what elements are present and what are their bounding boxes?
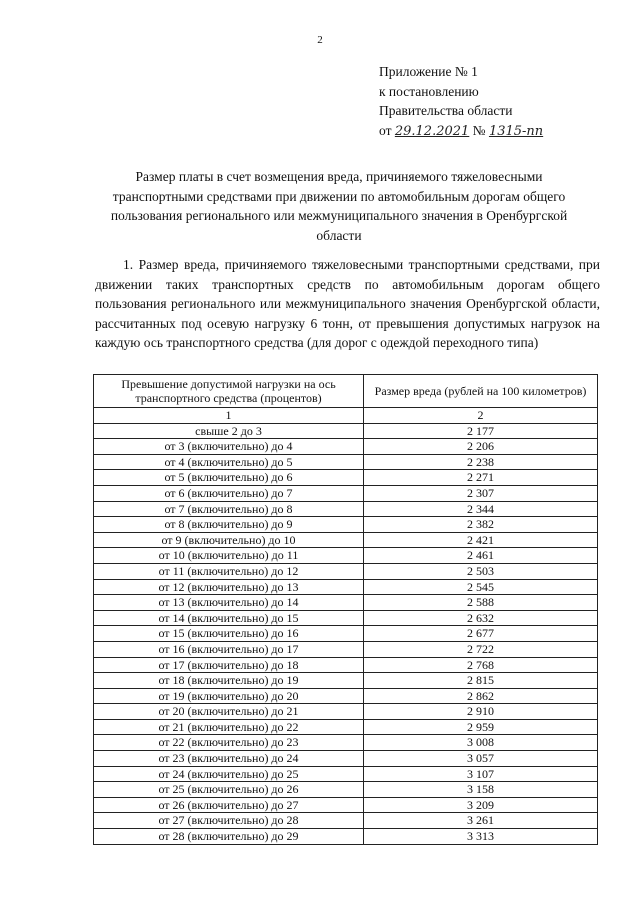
table-row [94,517,598,533]
appendix-resolution: к постановлению [379,83,479,99]
overload-range-cell: от 27 (включительно) до 28 [94,813,364,829]
table-row [94,641,598,657]
overload-range-cell: от 20 (включительно) до 21 [94,704,364,720]
appendix-date-line [379,121,543,142]
damage-value-cell: 3 008 [364,735,598,751]
overload-range-cell: от 8 (включительно) до 9 [94,517,364,533]
damage-value-cell: 2 271 [364,470,598,486]
overload-range-cell: от 28 (включительно) до 29 [94,829,364,845]
damage-value-cell: 2 768 [364,657,598,673]
paragraph-1: 1. Размер вреда, причиняемого тяжеловесными транспортными средствами, при движении таких транспортных средств по автомобильным дорогам общего пользования регионального или межмуниципального значения Оренбургской области, рассчитанных под осевую нагрузку 6 тонн, от превышения допустимых нагрузок на каждую ось транспортного средства (для дорог с одеждой переходного типа) [95,257,600,350]
overload-range-cell: от 6 (включительно) до 7 [94,485,364,501]
table-row [94,813,598,829]
number-value: 1315-пп [488,123,544,139]
table-row [94,673,598,689]
damage-value-cell: 2 461 [364,548,598,564]
appendix-government: Правительства области [379,103,513,118]
overload-range-cell: от 3 (включительно) до 4 [94,439,364,455]
damage-value-cell: 2 545 [364,579,598,595]
page-number: 2 [317,34,323,46]
damage-value-cell: 2 862 [364,688,598,704]
table-row [94,454,598,470]
damage-value-cell: 2 722 [364,641,598,657]
overload-range-cell: от 19 (включительно) до 20 [94,688,364,704]
header-damage: Размер вреда (рублей на 100 километров) [364,375,598,408]
table-row [94,610,598,626]
table-row [94,751,598,767]
damage-value-cell: 2 421 [364,532,598,548]
overload-range-cell: от 21 (включительно) до 22 [94,719,364,735]
damage-value-cell: 2 503 [364,563,598,579]
table-row [94,439,598,455]
damage-value-cell: 2 177 [364,423,598,439]
table-row [94,719,598,735]
damage-value-cell: 2 307 [364,485,598,501]
table-row [94,423,598,439]
table-row [94,704,598,720]
damage-value-cell: 3 107 [364,766,598,782]
damage-value-cell: 3 261 [364,813,598,829]
damage-value-cell: 3 313 [364,829,598,845]
table-row [94,563,598,579]
document-title: Размер платы в счет возмещения вреда, причиняемого тяжеловесными транспортными средствами при движении по автомобильным дорогам общего пользования регионального или межмуниципального значения в Оренбургской области [110,169,568,243]
overload-range-cell: от 9 (включительно) до 10 [94,532,364,548]
table-row [94,548,598,564]
appendix-block [379,62,543,141]
overload-range-cell: от 7 (включительно) до 8 [94,501,364,517]
table-row [94,829,598,845]
table-row [94,657,598,673]
damage-value-cell: 2 815 [364,673,598,689]
damage-value-cell: 2 382 [364,517,598,533]
table-row [94,782,598,798]
table-row [94,532,598,548]
damage-value-cell: 3 158 [364,782,598,798]
overload-range-cell: от 11 (включительно) до 12 [94,563,364,579]
damage-value-cell: 2 588 [364,595,598,611]
overload-range-cell: от 22 (включительно) до 23 [94,735,364,751]
overload-range-cell: от 16 (включительно) до 17 [94,641,364,657]
overload-range-cell: от 15 (включительно) до 16 [94,626,364,642]
table-row [94,766,598,782]
overload-range-cell: от 12 (включительно) до 13 [94,579,364,595]
damage-value-cell: 3 057 [364,751,598,767]
overload-range-cell: от 17 (включительно) до 18 [94,657,364,673]
date-prefix: от [379,122,392,138]
overload-range-cell: от 24 (включительно) до 25 [94,766,364,782]
table-row [94,626,598,642]
table-row [94,579,598,595]
header-overload: Превышение допустимой нагрузки на ось транспортного средства (процентов) [94,375,364,408]
table-row [94,735,598,751]
damage-rates-table [93,374,598,845]
table-header-row [94,375,598,408]
damage-value-cell: 2 238 [364,454,598,470]
table-row [94,501,598,517]
overload-range-cell: от 5 (включительно) до 6 [94,470,364,486]
table-row [94,797,598,813]
damage-value-cell: 2 959 [364,719,598,735]
table-body [94,423,598,844]
column-number-2: 2 [364,408,598,424]
table-row [94,688,598,704]
overload-range-cell: от 10 (включительно) до 11 [94,548,364,564]
damage-value-cell: 2 677 [364,626,598,642]
overload-range-cell: от 25 (включительно) до 26 [94,782,364,798]
overload-range-cell: от 18 (включительно) до 19 [94,673,364,689]
table-number-row [94,408,598,424]
overload-range-cell: от 4 (включительно) до 5 [94,454,364,470]
damage-value-cell: 2 632 [364,610,598,626]
appendix-title: Приложение № 1 [379,64,478,79]
damage-value-cell: 3 209 [364,797,598,813]
column-number-1: 1 [94,408,364,424]
overload-range-cell: от 23 (включительно) до 24 [94,751,364,767]
table-row [94,470,598,486]
overload-range-cell: от 13 (включительно) до 14 [94,595,364,611]
overload-range-cell: свыше 2 до 3 [94,423,364,439]
number-prefix: № [472,122,486,138]
overload-range-cell: от 14 (включительно) до 15 [94,610,364,626]
damage-value-cell: 2 910 [364,704,598,720]
table-row [94,485,598,501]
overload-range-cell: от 26 (включительно) до 27 [94,797,364,813]
damage-value-cell: 2 344 [364,501,598,517]
table-row [94,595,598,611]
damage-value-cell: 2 206 [364,439,598,455]
date-value: 29.12.2021 [394,123,470,139]
